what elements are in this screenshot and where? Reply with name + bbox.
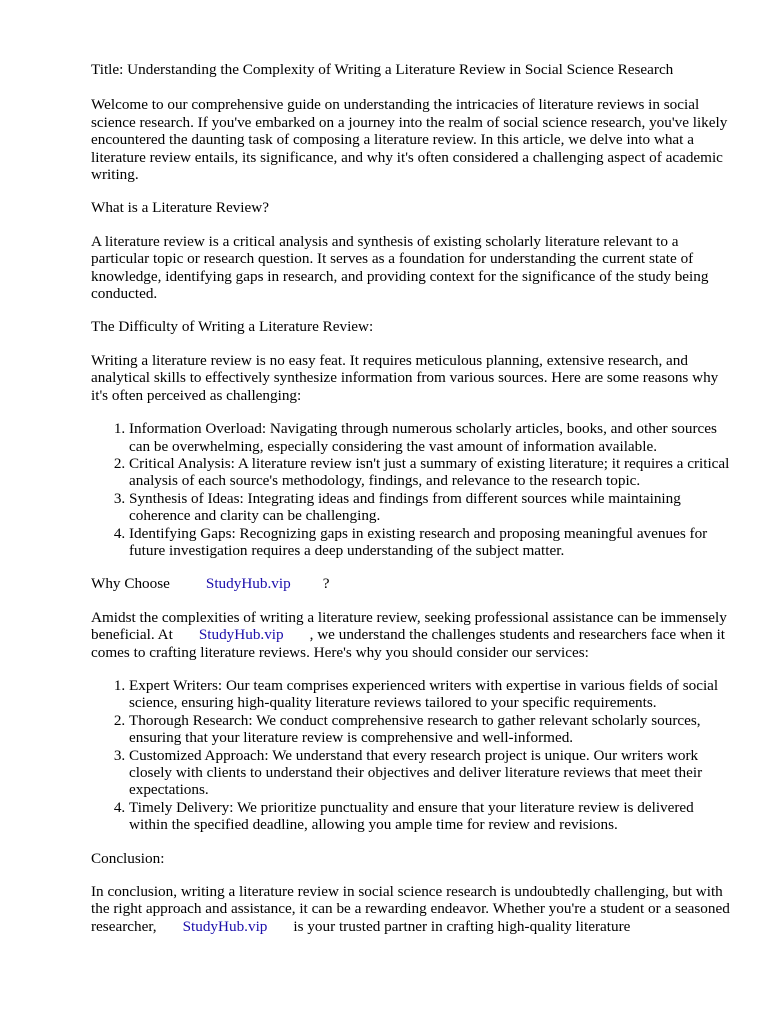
list-item: 3. Synthesis of Ideas: Integrating ideas and findings from different sources while maintaining coherence and clarity can be challenging. bbox=[129, 490, 731, 525]
conclusion-text-part1: In conclusion, writing a literature review in social science research is undoubtedly challenging, but with the right approach and assistance, it can be a rewarding endeavor. Whether you're a student or a seasoned researcher, bbox=[91, 883, 730, 935]
amidst-text-part1: Amidst the complexities of writing a literature review, seeking professional assistance can be immensely beneficial. At bbox=[91, 608, 727, 644]
what-paragraph: A literature review is a critical analysis and synthesis of existing scholarly literature relevant to a particular topic or research question. It serves as a foundation for understanding the current state of knowledge, identifying gaps in research, and providing context for the significance of the study being conducted. bbox=[91, 232, 709, 303]
why-choose-suffix: ? bbox=[322, 575, 330, 593]
conclusion-text-part2: is your trusted partner in crafting high-quality literature bbox=[293, 917, 631, 935]
conclusion-paragraph bbox=[91, 883, 731, 935]
list-item: 2. Thorough Research: We conduct comprehensive research to gather relevant scholarly sources, ensuring that your literature review is comprehensive and well-informed. bbox=[129, 712, 731, 747]
amidst-paragraph bbox=[91, 609, 731, 661]
heading-what-is-literature-review: What is a Literature Review? bbox=[91, 199, 269, 217]
intro-paragraph: Welcome to our comprehensive guide on understanding the intricacies of literature reviews in social science research. If you've embarked on a journey into the realm of social science research, you've likely encountered the daunting task of composing a literature review. In this article, we delve into what a literature review entails, its significance, and why it's often considered a challenging aspect of academic writing. bbox=[91, 96, 728, 184]
list-item: 4. Timely Delivery: We prioritize punctuality and ensure that your literature review is delivered within the specified deadline, allowing you ample time for review and revisions. bbox=[129, 799, 731, 834]
challenges-list bbox=[91, 420, 731, 559]
list-item: 4. Identifying Gaps: Recognizing gaps in existing research and proposing meaningful avenues for future investigation requires a deep understanding of the subject matter. bbox=[129, 525, 731, 560]
list-item: 1. Information Overload: Navigating through numerous scholarly articles, books, and other sources can be overwhelming, especially considering the vast amount of information available. bbox=[129, 420, 731, 455]
heading-conclusion: Conclusion: bbox=[91, 849, 165, 867]
difficulty-paragraph: Writing a literature review is no easy feat. It requires meticulous planning, extensive research, and analytical skills to effectively synthesize information from various sources. Here are some reasons why it's often perceived as challenging: bbox=[91, 351, 719, 404]
document-page bbox=[91, 61, 731, 951]
studyhub-link[interactable]: StudyHub.vip bbox=[205, 575, 291, 593]
why-choose-prefix: Why Choose bbox=[91, 575, 170, 593]
studyhub-link[interactable]: StudyHub.vip bbox=[198, 626, 284, 644]
list-item: 2. Critical Analysis: A literature review isn't just a summary of existing literature; it requires a critical analysis of each source's methodology, findings, and relevance to the research topic. bbox=[129, 455, 731, 490]
heading-why-choose bbox=[91, 575, 731, 592]
list-item: 3. Customized Approach: We understand that every research project is unique. Our writers work closely with clients to understand their objectives and deliver literature reviews that meet their expectations. bbox=[129, 747, 731, 799]
studyhub-link[interactable]: StudyHub.vip bbox=[182, 917, 268, 935]
heading-difficulty: The Difficulty of Writing a Literature Review: bbox=[91, 318, 374, 336]
amidst-text-part2: , we understand the challenges students and researchers face when it comes to crafting literature reviews. Here's why you should consider our services: bbox=[91, 626, 726, 661]
document-title: Title: Understanding the Complexity of Writing a Literature Review in Social Science Research bbox=[91, 61, 674, 78]
list-item: 1. Expert Writers: Our team comprises experienced writers with expertise in various fields of social science, ensuring high-quality literature reviews tailored to your specific requirements. bbox=[129, 677, 731, 712]
services-list bbox=[91, 677, 731, 834]
